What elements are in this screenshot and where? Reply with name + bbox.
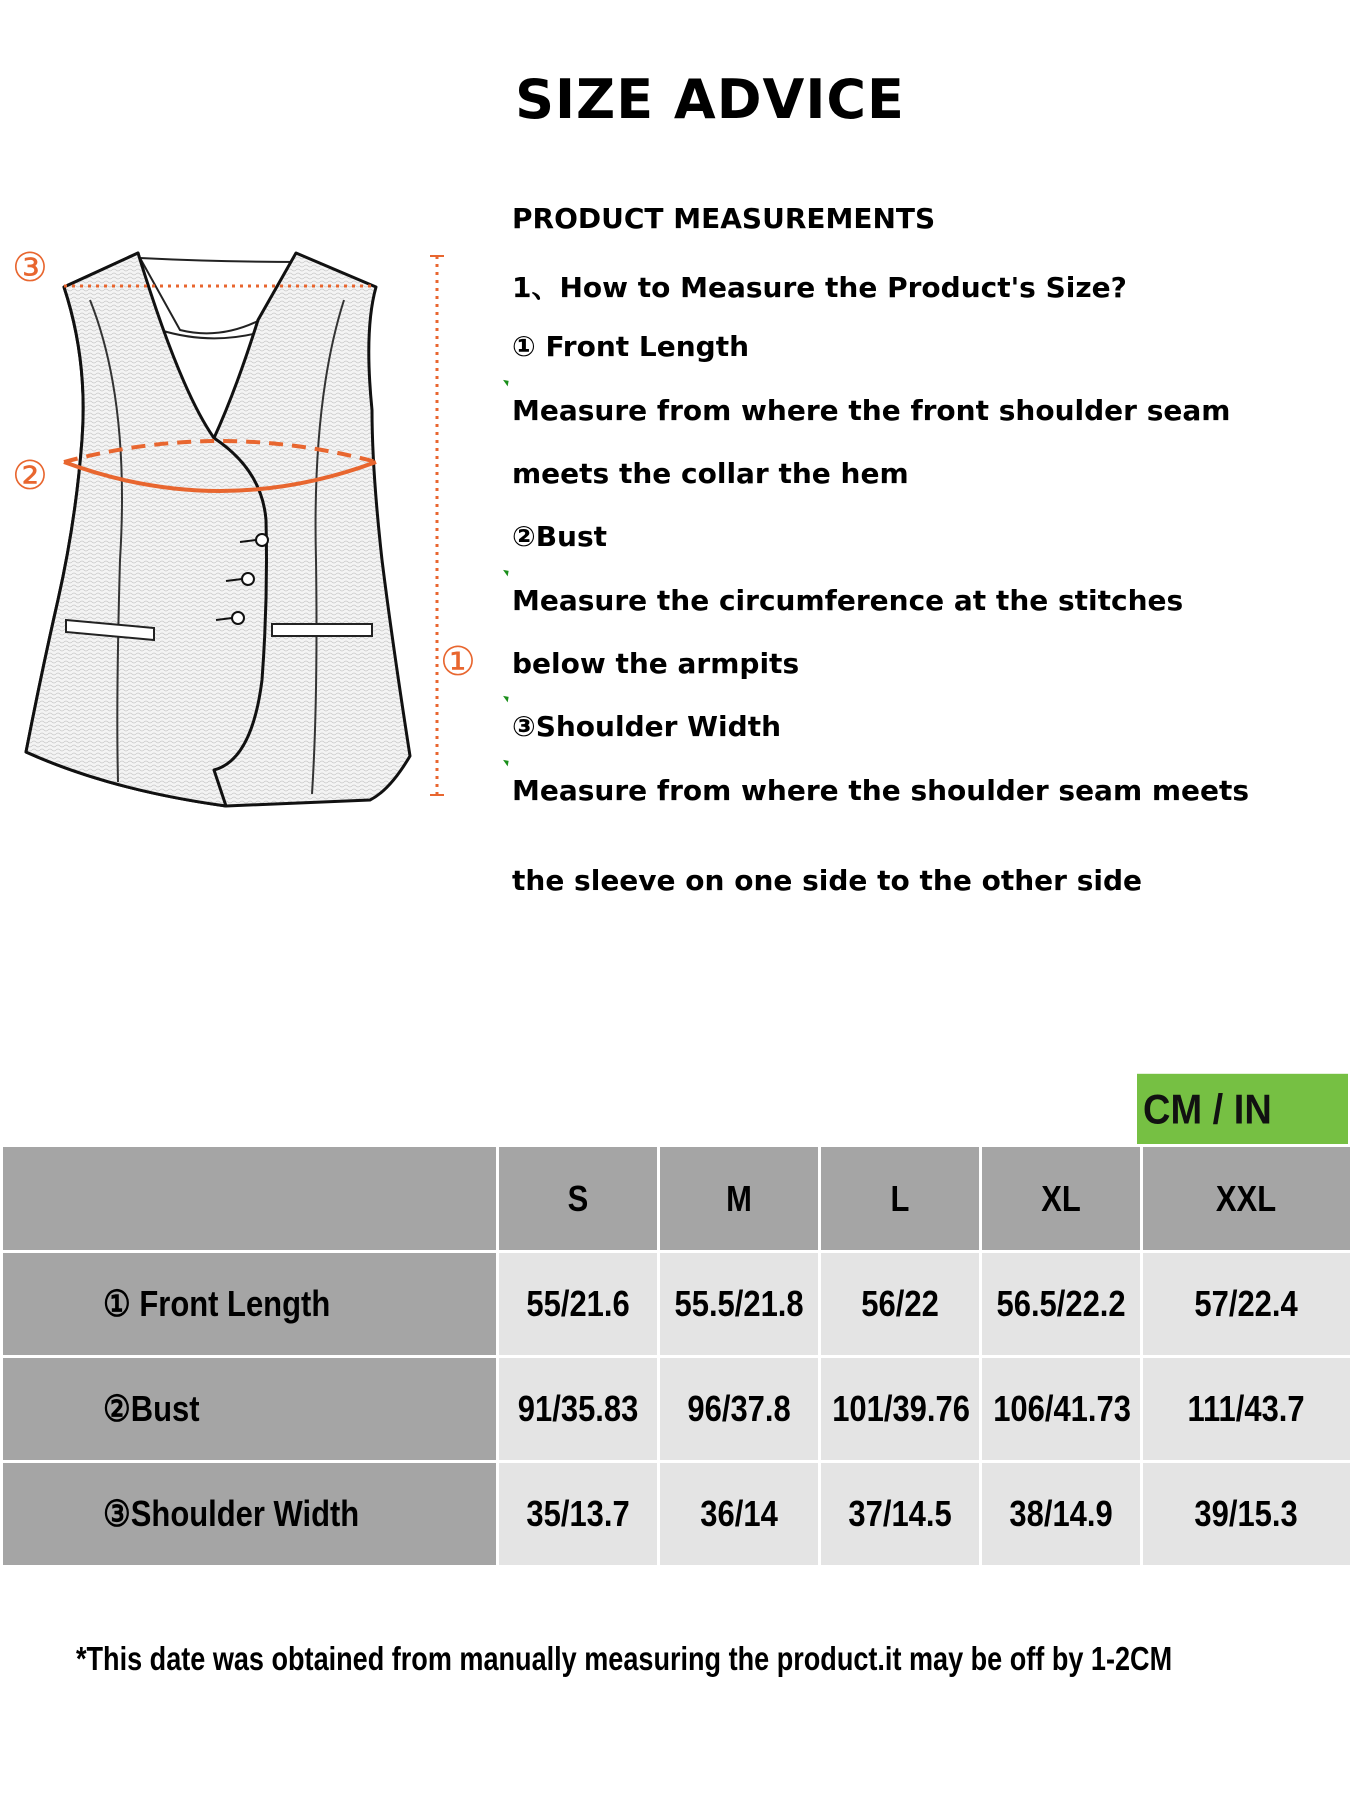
green-tick-mark [503, 568, 511, 577]
bust-label: ②Bust [512, 520, 608, 553]
shoulder-width-marker: ③ [12, 245, 48, 291]
green-tick-mark [503, 694, 511, 703]
table-header-row [2, 1146, 1350, 1252]
size-chart-table [0, 1144, 1350, 1568]
unit-badge: CM / IN [1137, 1074, 1348, 1144]
how-to-measure-question: 1、How to Measure the Product's Size? [512, 271, 1127, 304]
table-cell: 36/14 [659, 1462, 820, 1567]
table-cell: 96/37.8 [659, 1357, 820, 1462]
bust-marker: ② [12, 453, 48, 499]
table-cell: 39/15.3 [1142, 1462, 1350, 1567]
front-length-marker: ① [440, 639, 476, 685]
row-label: ③Shoulder Width [2, 1462, 498, 1567]
front-length-description-line1: Measure from where the front shoulder seam [512, 394, 1231, 427]
shoulder-width-label: ③Shoulder Width [512, 710, 782, 743]
table-cell: 38/14.9 [981, 1462, 1142, 1567]
table-cell: 55/21.6 [498, 1252, 659, 1357]
size-column-header: L [820, 1146, 981, 1252]
table-row [2, 1357, 1350, 1462]
front-length-description-line2: meets the collar the hem [512, 457, 909, 490]
table-cell: 57/22.4 [1142, 1252, 1350, 1357]
table-cell: 106/41.73 [981, 1357, 1142, 1462]
row-label: ① Front Length [2, 1252, 498, 1357]
green-tick-mark [503, 758, 511, 767]
table-cell: 91/35.83 [498, 1357, 659, 1462]
table-cell: 55.5/21.8 [659, 1252, 820, 1357]
vest-illustration [0, 240, 500, 820]
table-row [2, 1252, 1350, 1357]
bust-description-line2: below the armpits [512, 647, 800, 680]
table-row [2, 1462, 1350, 1567]
table-cell: 56/22 [820, 1252, 981, 1357]
table-cell: 101/39.76 [820, 1357, 981, 1462]
size-column-header: XL [981, 1146, 1142, 1252]
bust-description-line1: Measure the circumference at the stitches [512, 584, 1184, 617]
table-cell: 56.5/22.2 [981, 1252, 1142, 1357]
shoulder-width-description-line2: the sleeve on one side to the other side [512, 864, 1142, 897]
table-corner-cell [2, 1146, 498, 1252]
table-cell: 35/13.7 [498, 1462, 659, 1567]
green-tick-mark [503, 378, 511, 387]
measurement-footnote: *This date was obtained from manually measuring the product.it may be off by 1-2CM [76, 1640, 1173, 1677]
page-title: SIZE ADVICE [515, 68, 905, 131]
shoulder-width-description-line1: Measure from where the shoulder seam meets [512, 774, 1250, 807]
size-column-header: XXL [1142, 1146, 1350, 1252]
vest-diagram [0, 240, 500, 820]
table-cell: 37/14.5 [820, 1462, 981, 1567]
size-column-header: M [659, 1146, 820, 1252]
size-column-header: S [498, 1146, 659, 1252]
front-length-label: ① Front Length [512, 330, 750, 363]
row-label: ②Bust [2, 1357, 498, 1462]
table-cell: 111/43.7 [1142, 1357, 1350, 1462]
section-heading: PRODUCT MEASUREMENTS [512, 202, 936, 235]
